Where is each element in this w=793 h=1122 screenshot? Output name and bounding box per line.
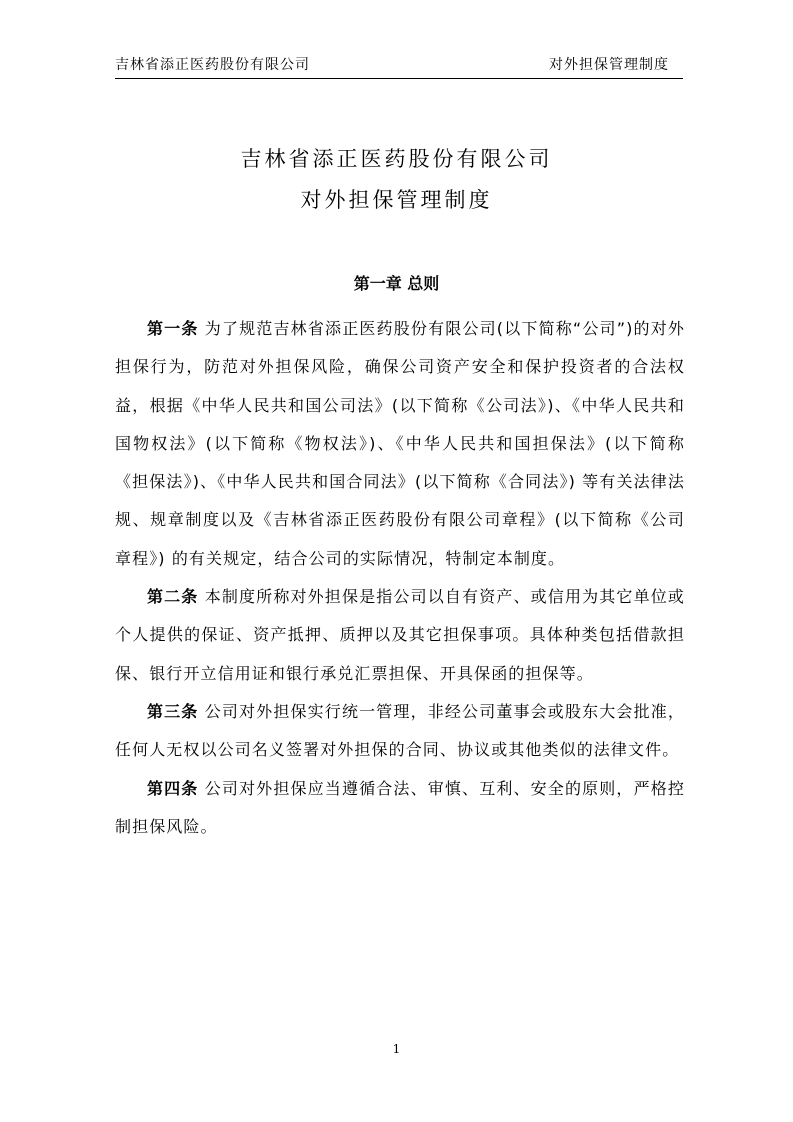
article-2 <box>115 578 685 693</box>
header-company-name: 吉林省添正医药股份有限公司 <box>115 57 310 73</box>
article-text: 本制度所称对外担保是指公司以自有资产、或信用为其它单位或个人提供的保证、资产抵押、质押以及其它担保事项。具体种类包括借款担保、银行开立信用证和银行承兑汇票担保、开具保函的担保等。 <box>115 587 685 683</box>
chapter-heading: 第一章 总则 <box>353 274 440 293</box>
document-title-policy: 对外担保管理制度 <box>300 188 493 212</box>
article-3 <box>115 693 685 770</box>
article-label: 第一条 <box>147 319 199 338</box>
article-text: 为了规范吉林省添正医药股份有限公司(以下简称“公司”)的对外担保行为，防范对外担保风险，确保公司资产安全和保护投资者的合法权益，根据《中华人民共和国公司法》(以下简称《公司法》)、《中华人民共和国物权法》(以下简称《物权法》)、《中华人民共和国担保法》(以下简称《担保法》)、《中华人民共和国合同法》(以下简称《合同法》) 等有关法律法规、规章制度以及《吉林省添正医药股份有限公司章程》(以下简称《公司章程》) 的有关规定，结合公司的实际情况，特制定本制度。 <box>115 319 685 568</box>
article-text: 公司对外担保应当遵循合法、审慎、互利、安全的原则，严格控制担保风险。 <box>115 778 685 836</box>
article-text: 公司对外担保实行统一管理，非经公司董事会或股东大会批准，任何人无权以公司名义签署对外担保的合同、协议或其他类似的法律文件。 <box>115 701 685 760</box>
page-number: 1 <box>392 1042 401 1056</box>
article-4 <box>115 770 685 847</box>
document-title-company: 吉林省添正医药股份有限公司 <box>240 147 553 171</box>
article-label: 第二条 <box>147 587 199 607</box>
article-label: 第三条 <box>147 701 199 721</box>
header-document-name: 对外担保管理制度 <box>549 57 669 73</box>
article-1 <box>115 310 685 578</box>
document-body <box>115 310 685 846</box>
page-header <box>115 56 683 79</box>
article-label: 第四条 <box>147 778 199 798</box>
